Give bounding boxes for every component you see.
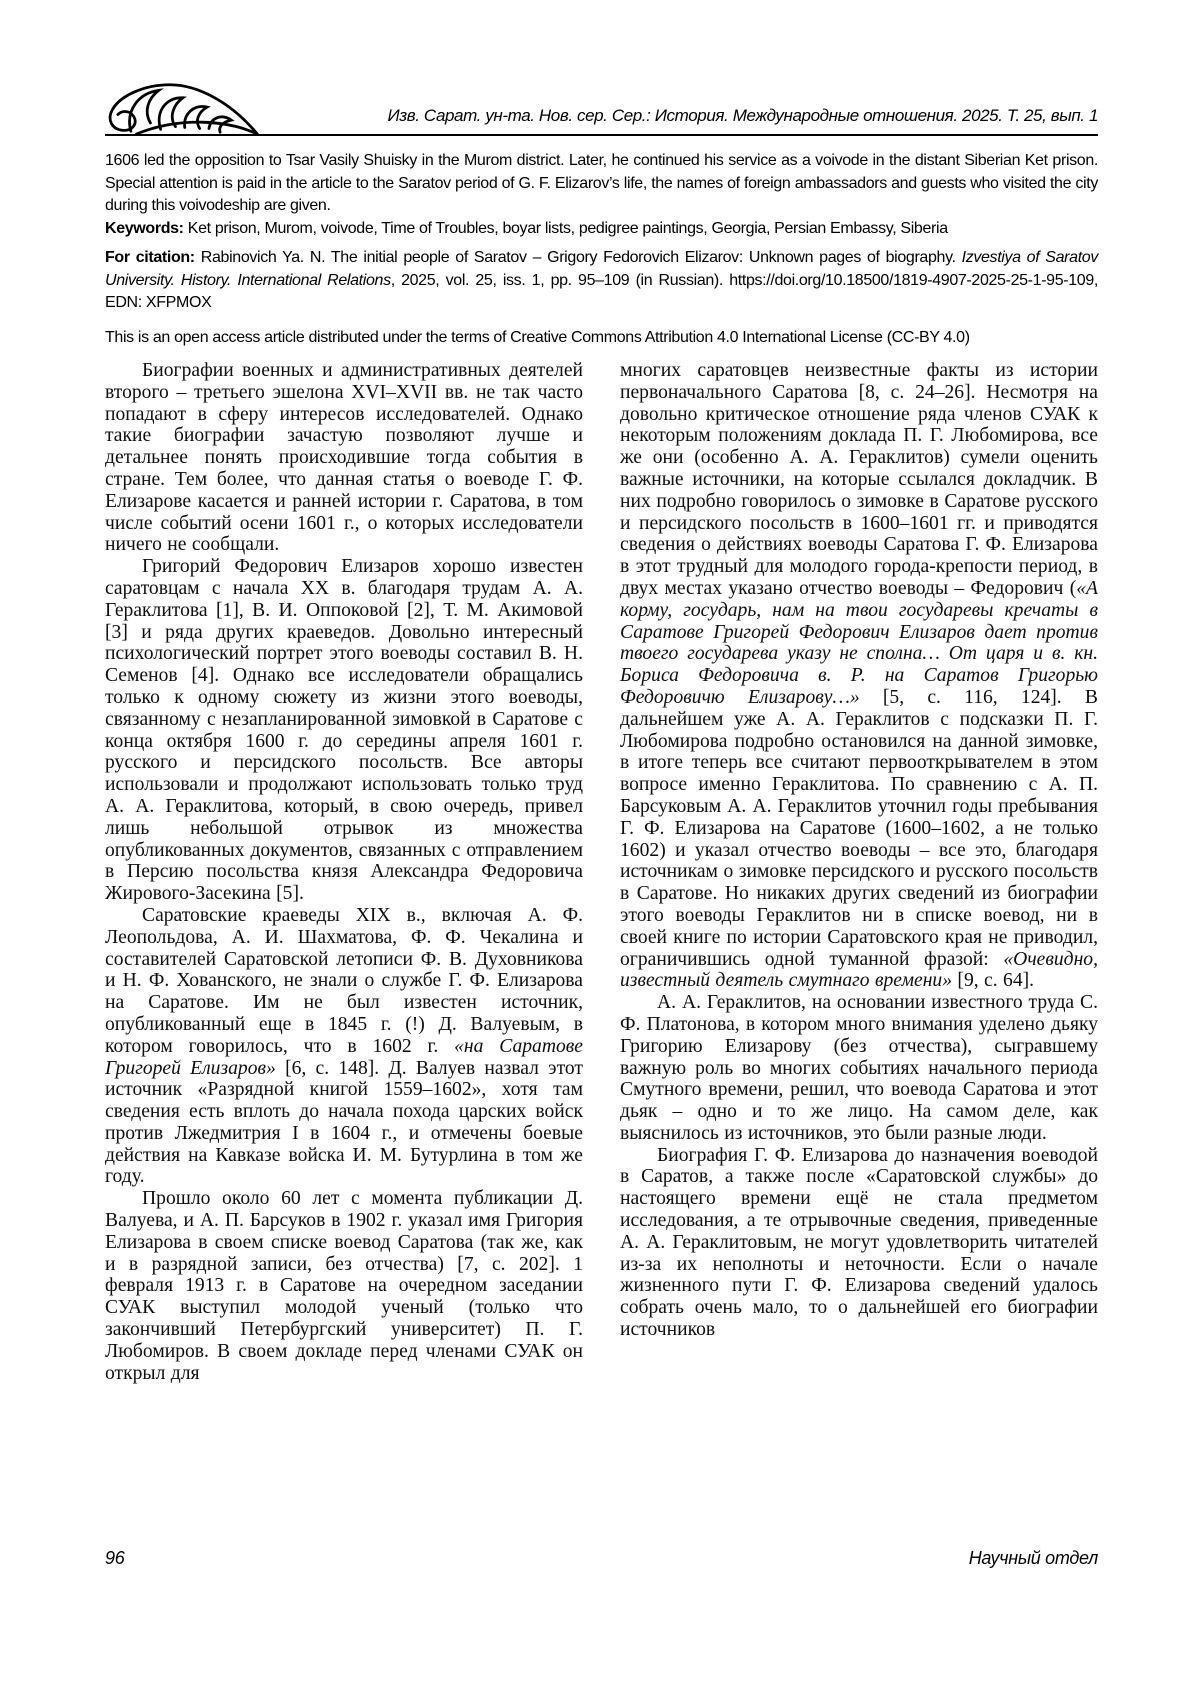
paragraph <box>105 360 583 556</box>
citation-label: For citation: <box>105 249 195 266</box>
citation-text-tail: , 2025, vol. 25, iss. 1, pp. 95–109 (in Russian). https://doi.org/10.18500/1819-4907-2025-25-1-95-109, EDN: XFPMOX <box>105 271 1098 311</box>
paragraph <box>620 360 1098 992</box>
journal-title-line: Изв. Сарат. ун-та. Нов. сер. Сер.: История. Международные отношения. 2025. Т. 25, вып. 1 <box>387 106 1098 125</box>
text-run: [6, с. 148]. Д. Валуев назвал этот источник «Разрядной книгой 1559–1602», хотя там сведения есть вплоть до начала похода царских войск против Лжедмитрия I в 1604 г., и отмечены боевые действия на Кавказе войска И. М. Бутурлина в том же году. <box>105 1057 583 1188</box>
article-meta-block <box>105 150 1098 349</box>
left-column <box>105 360 583 1384</box>
page-footer <box>105 1548 1098 1569</box>
keywords-label: Keywords: <box>105 219 184 237</box>
text-run: А. А. Гераклитов, на основании известного труда С. Ф. Платонова, в котором много внимания уделено дьяку Григорию Елизарову (без отчества), сыгравшему важную роль во многих событиях начального периода Смутного времени, решил, что воевода Саратова и этот дьяк – одно и то же лицо. На самом деле, как выяснилось из источников, это были разные люди. <box>620 992 1098 1144</box>
text-run: Прошло около 60 лет с момента публикации Д. Валуева, и А. П. Барсуков в 1902 г. указал имя Григория Елизарова в своем списке воевод Саратова (так же, как и в разрядной записи, без отчества) [7, с. 202]. 1 февраля 1913 г. в Саратове на очередном заседании СУАК выступил молодой ученый (только что закончивший Петербургский университет) П. Г. Любомиров. В своем докладе перед членами СУАК он открыл для <box>105 1188 583 1384</box>
quote-run: «Очевидно, известный деятель смутнаго времени» <box>620 948 1098 992</box>
quote-run: «А корму, государь, нам на твои государевы кречаты в Саратове Григорей Федорович Елизаров дает против твоего государева указу не сполна… От царя и в. кн. Бориса Федоровича в. Р. на Саратов Григорью Федоровичю Елизарову…» <box>620 577 1098 708</box>
paragraph <box>105 1188 583 1384</box>
quote-run: «на Саратове Григорей Елизаров» <box>105 1035 583 1079</box>
page-header <box>105 72 1098 136</box>
text-run: многих саратовцев неизвестные факты из истории первоначального Саратова [8, с. 24–26]. Несмотря на довольно критическое отношение ряда членов СУАК к некоторым положениям доклада П. Г. Любомирова, все же они (особенно А. А. Гераклитов) сумели оценить важные источники, на которые ссылался докладчик. В них подробно говорилось о зимовке в Саратове русского и персидского посольств в 1600–1601 гг. и приводятся сведения о действиях воеводы Саратова Г. Ф. Елизарова в этот трудный для молодого города-крепости период, в двух местах указано отчество воеводы – Федорович ( <box>620 360 1098 599</box>
right-column <box>620 360 1098 1384</box>
text-run: [9, с. 64]. <box>952 970 1035 992</box>
article-body <box>105 360 1098 1384</box>
page-number: 96 <box>105 1548 125 1568</box>
abstract-text <box>105 150 1098 218</box>
flourish-ornament-icon <box>103 78 261 138</box>
paragraph <box>105 556 583 905</box>
citation-text: Rabinovich Ya. N. The initial people of Saratov – Grigory Fedorovich Elizarov: Unknown pages of biography. <box>194 249 962 266</box>
paragraph <box>620 992 1098 1145</box>
text-run: Биографии военных и административных деятелей второго – третьего эшелона XVI–XVII вв. не так часто попадают в сферу интересов исследователей. Однако такие биографии зачастую позволяют лучше и детальнее понять происходившие тогда события в стране. Тем более, что данная статья о воеводе Г. Ф. Елизарове касается и ранней истории г. Саратова, в том числе событий осени 1601 г., о которых исследователи ничего не сообщали. <box>105 360 583 556</box>
text-run: [5, с. 116, 124]. В дальнейшем уже А. А. Гераклитов с подсказки П. Г. Любомирова подробно остановился на данной зимовке, в итоге теперь все считают первооткрывателем в этом вопросе именно Гераклитова. По сравнению с А. П. Барсуковым А. А. Гераклитов уточнил годы пребывания Г. Ф. Елизарова на Саратове (1600–1602, а не только 1602) и указал отчество воеводы – все это, благодаря источникам о зимовке персидского и русского посольств в Саратове. Но никаких других сведений из биографии этого воеводы Гераклитов ни в списке воевод, ни в своей книге по истории Саратовского края не приводил, ограничившись одной туманной фразой: <box>620 686 1098 970</box>
citation-line <box>105 247 1098 315</box>
paragraph <box>620 1145 1098 1341</box>
text-run: Биография Г. Ф. Елизарова до назначения воеводой в Саратов, а также после «Саратовской службы» до настоящего времени ещё не стала предметом исследования, а те отрывочные сведения, приведенные А. А. Гераклитовым, не могут удовлетворить читателей из-за их неполноты и неточности. Если о начале жизненного пути Г. Ф. Елизарова сведений удалось собрать очень мало, то о дальнейшей его биографии источников <box>620 1144 1098 1341</box>
paragraph <box>105 905 583 1188</box>
text-run: Григорий Федорович Елизаров хорошо известен саратовцам с начала XX в. благодаря трудам А. А. Гераклитова [1], В. И. Оппоковой [2], Т. М. Акимовой [3] и ряда других краеведов. Довольно интересный психологический портрет этого воеводы составил В. Н. Семенов [4]. Однако все исследователи обращались только к одному сюжету из жизни этого воеводы, связанному с незапланированной зимовкой в Саратове с конца октября 1600 г. до середины апреля 1601 г. русского и персидского посольств. Все авторы использовали и продолжают использовать только труд А. А. Гераклитова, который, в свою очередь, привел лишь небольшой отрывок из множества опубликованных документов, связанных с отправлением в Персию посольства князя Александра Федоровича Жирового-Засекина [5]. <box>105 556 583 905</box>
keywords-line <box>105 218 1098 241</box>
keywords-text: Ket prison, Murom, voivode, Time of Troubles, boyar lists, pedigree paintings, Georgia, Persian Embassy, Siberia <box>183 219 948 237</box>
text-run: Саратовские краеведы XIX в., включая А. Ф. Леопольдова, А. И. Шахматова, Ф. Ф. Чекалина и составителей Саратовской летописи Ф. В. Духовникова и Н. Ф. Хованского, не знали о службе Г. Ф. Елизарова на Саратове. Им не был известен источник, опубликованный еще в 1845 г. (!) Д. Валуевым, в котором говорилось, что в 1602 г. <box>105 904 583 1057</box>
section-label: Научный отдел <box>968 1548 1098 1568</box>
license-line: This is an open access article distributed under the terms of Creative Commons Attribution 4.0 International License (CC-BY 4.0) <box>105 328 970 346</box>
citation-journal-title: Izvestiya of Saratov University. History. International Relations <box>105 249 1098 289</box>
abstract-run: 1606 led the opposition to Tsar Vasily Shuisky in the Murom district. Later, he continued his service as a voivode in the distant Siberian Ket prison. Special attention is paid in the article to the Saratov period of G. F. Elizarov’s life, the names of foreign ambassadors and guests who visited the city during this voivodeship are given. <box>105 152 1098 214</box>
